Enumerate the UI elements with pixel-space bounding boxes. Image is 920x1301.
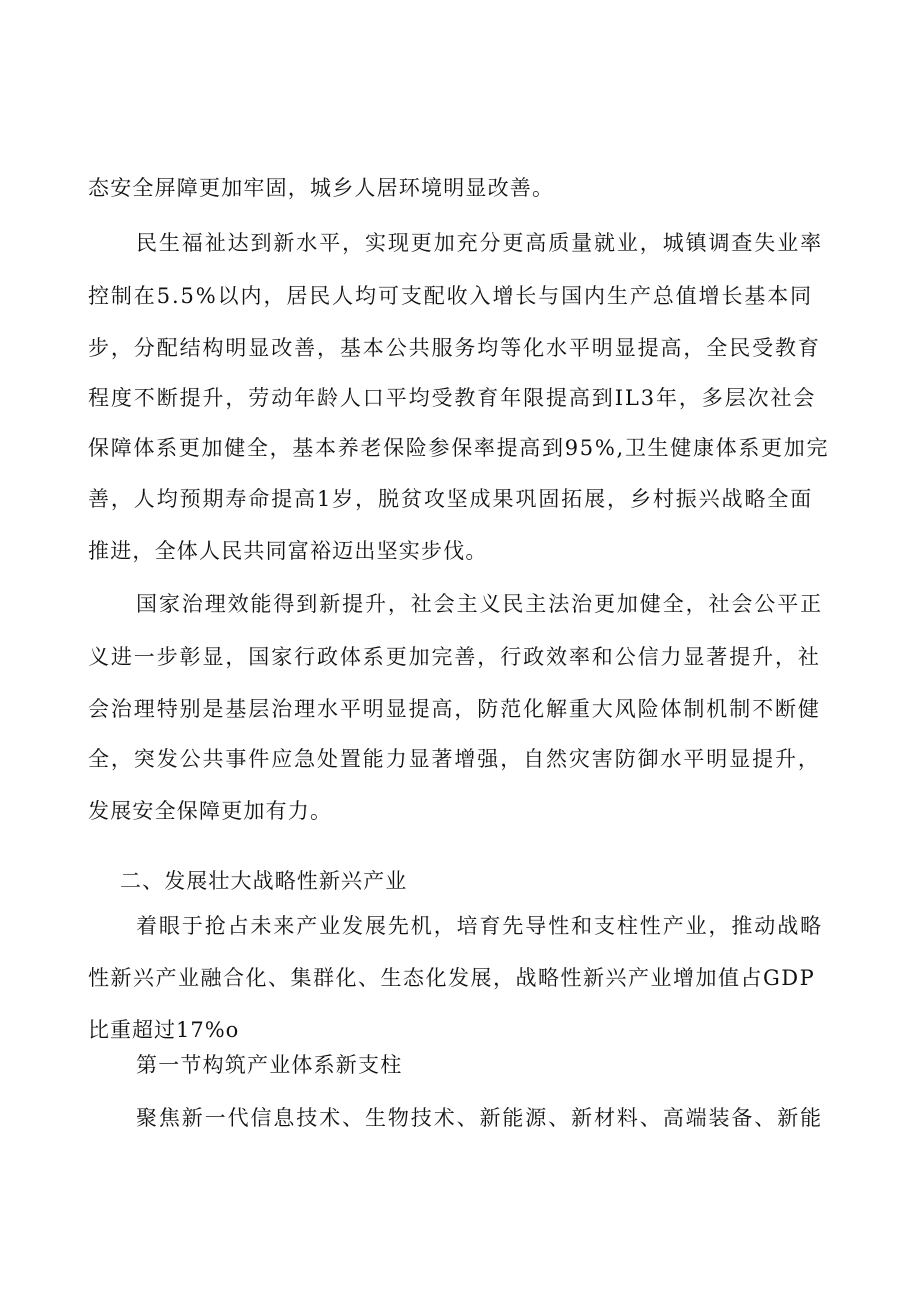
paragraph-line: 程度不断提升，劳动年龄人口平均受教育年限提高到IL3年，多层次社会 — [88, 386, 817, 410]
paragraph-line: 保障体系更加健全，基本养老保险参保率提高到95%,卫生健康体系更加完 — [88, 436, 830, 460]
paragraph-line: 民生福祉达到新水平，实现更加充分更高质量就业，城镇调查失业率 — [136, 231, 823, 255]
paragraph-line: 义进一步彰显，国家行政体系更加完善，行政效率和公信力显著提升，社 — [88, 645, 821, 669]
paragraph-line: 发展安全保障更加有力。 — [88, 799, 333, 823]
paragraph-line: 态安全屏障更加牢固，城乡人居环境明显改善。 — [88, 176, 555, 200]
paragraph-line: 比重超过17%o — [88, 1018, 240, 1042]
paragraph-line: 性新兴产业融合化、集群化、生态化发展，战略性新兴产业增加值占GDP — [88, 966, 816, 990]
paragraph-line: 国家治理效能得到新提升，社会主义民主法治更加健全，社会公平正 — [136, 592, 823, 616]
paragraph-line: 步，分配结构明显改善，基本公共服务均等化水平明显提高，全民受教育 — [88, 336, 821, 360]
subsection-heading: 第一节构筑产业体系新支柱 — [136, 1053, 403, 1077]
paragraph-line: 着眼于抢占未来产业发展先机，培育先导性和支柱性产业，推动战略 — [136, 914, 823, 938]
paragraph-line: 全，突发公共事件应急处置能力显著增强，自然灾害防御水平明显提升， — [88, 747, 821, 771]
paragraph-line: 推进，全体人民共同富裕迈出坚实步伐。 — [88, 539, 488, 563]
paragraph-line: 善，人均预期寿命提高1岁，脱贫攻坚成果巩固拓展，乡村振兴战略全面 — [88, 487, 814, 511]
paragraph-line: 会治理特别是基层治理水平明显提高，防范化解重大风险体制机制不断健 — [88, 697, 821, 721]
section-heading: 二、发展壮大战略性新兴产业 — [120, 869, 408, 893]
paragraph-line: 控制在5.5%以内，居民人均可支配收入增长与国内生产总值增长基本同 — [88, 284, 814, 308]
paragraph-line: 聚焦新一代信息技术、生物技术、新能源、新材料、高端装备、新能 — [136, 1106, 823, 1130]
